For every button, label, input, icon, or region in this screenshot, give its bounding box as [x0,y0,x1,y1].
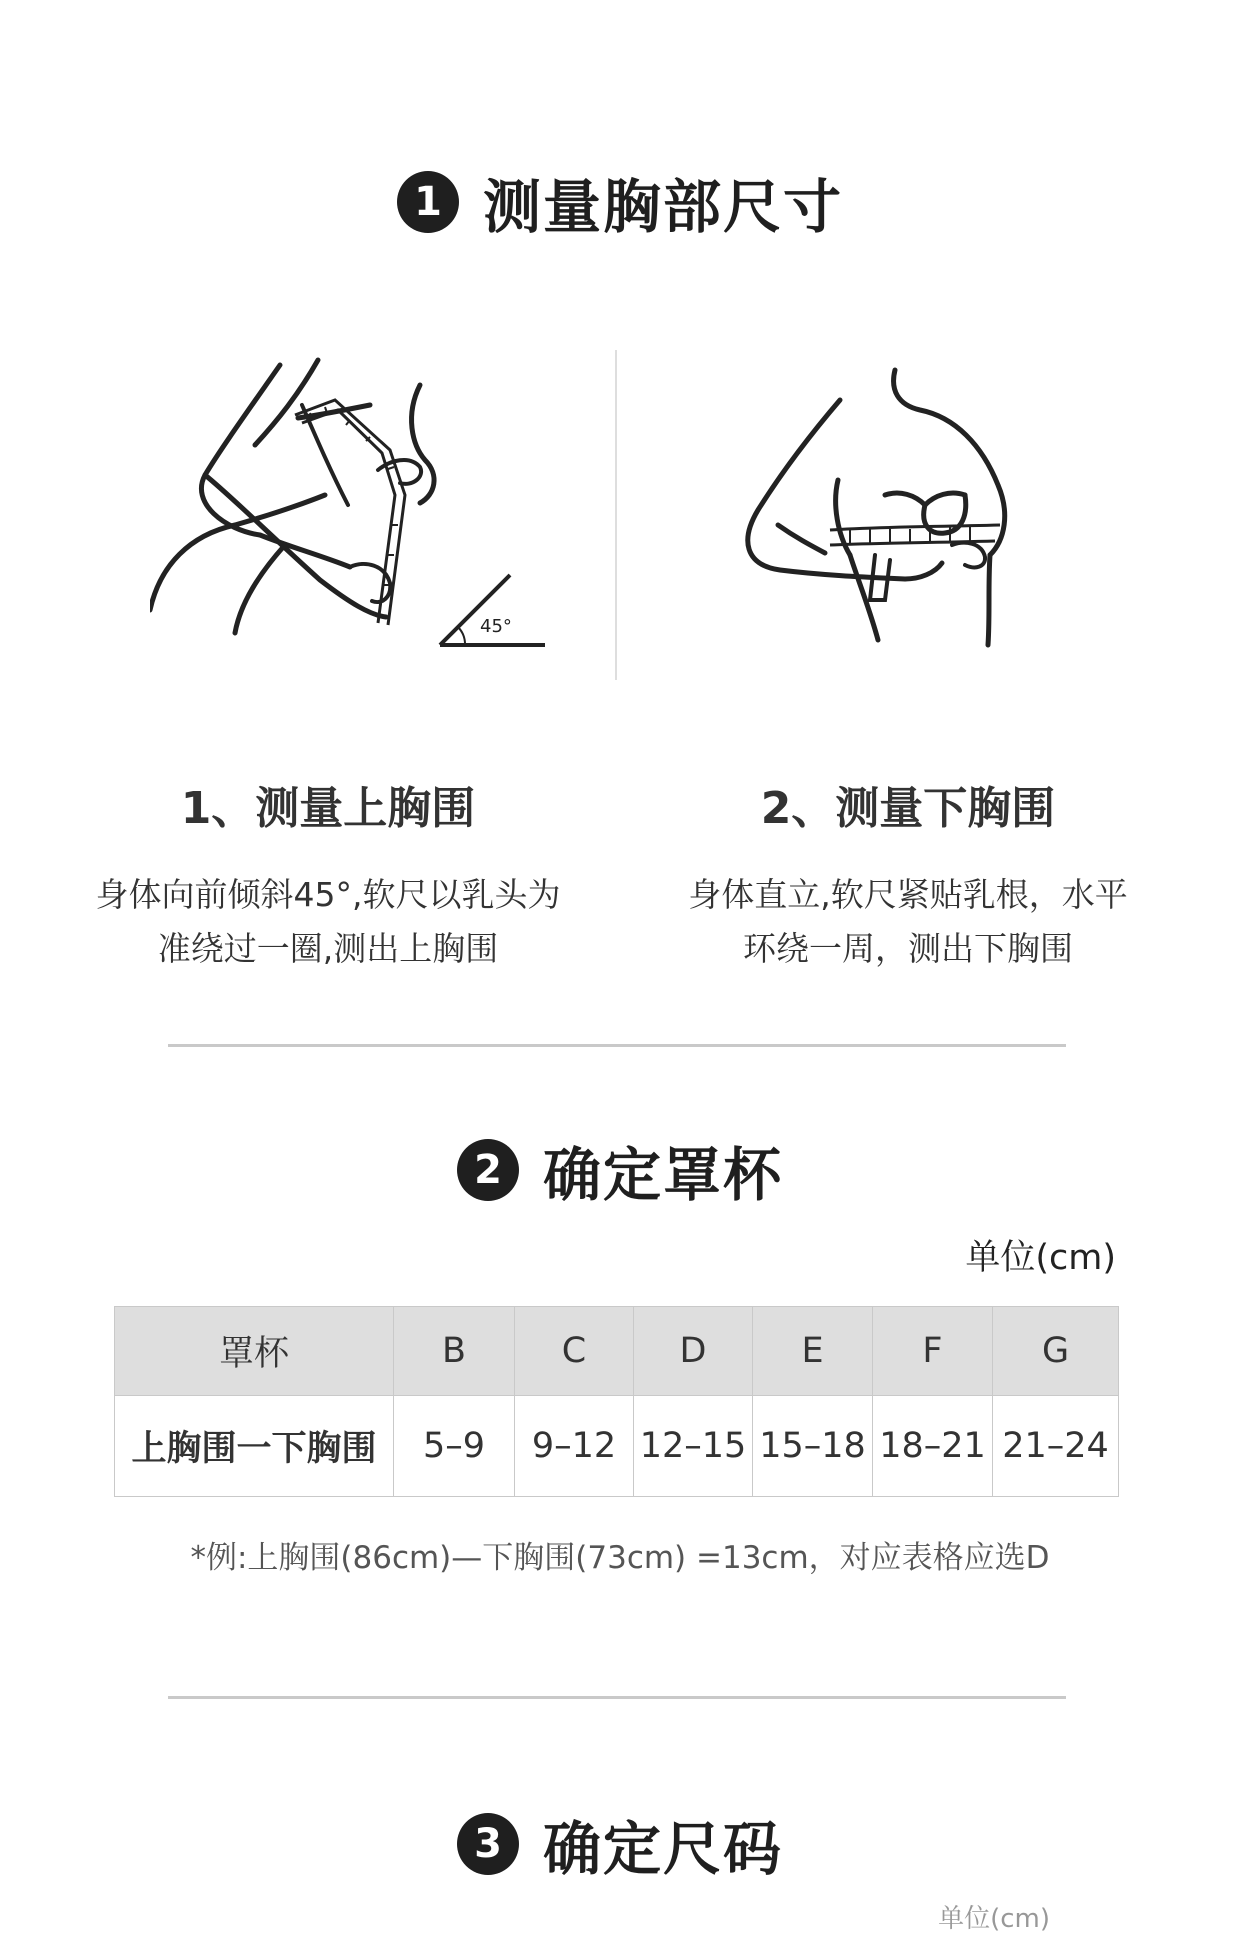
figure-divider [615,350,617,680]
step-1-description [48,868,608,976]
section-divider-2 [168,1696,1066,1699]
cup-size-table [114,1306,1119,1497]
angle-label: 45° [480,616,512,637]
section-title-text: 确定尺码 [542,1815,783,1883]
unit-label: 单位(cm) [965,1238,1116,1278]
section-title-text: 确定罩杯 [542,1141,783,1209]
section-3-title [0,1802,1240,1886]
step-number-badge: 1 [397,171,459,233]
table-header-label: 罩杯 [115,1307,394,1396]
range-cell: 15–18 [753,1396,873,1497]
range-cell: 18–21 [873,1396,993,1497]
section-1-title [0,160,1240,244]
range-cell: 5–9 [394,1396,515,1497]
step-2-desc-line-2: 环绕一周，测出下胸围 [743,929,1073,968]
cup-header: C [515,1307,634,1396]
step-1-desc-line-2: 准绕过一圈,测出上胸围 [157,929,499,968]
step-2-description [628,868,1188,976]
cut-off-unit-label: 单位(cm) [938,1904,1050,1934]
cup-header: G [993,1307,1119,1396]
cup-header: D [634,1307,753,1396]
range-cell: 9–12 [515,1396,634,1497]
section-title-text: 测量胸部尺寸 [482,173,843,241]
step-2-heading: 2、测量下胸围 [760,783,1056,834]
table-row [115,1396,1119,1497]
upper-bust-measure-illustration [150,355,570,655]
range-cell: 12–15 [634,1396,753,1497]
section-divider-1 [168,1044,1066,1047]
step-1-desc-line-1: 身体向前倾斜45°,软尺以乳头为 [95,875,561,914]
cup-header: B [394,1307,515,1396]
step-number-badge: 3 [457,1813,519,1875]
range-cell: 21–24 [993,1396,1119,1497]
table-header-row [115,1307,1119,1396]
step-1-heading: 1、测量上胸围 [180,783,476,834]
cup-header: E [753,1307,873,1396]
step-number-badge: 2 [457,1139,519,1201]
section-2-title [0,1128,1240,1212]
under-bust-measure-illustration [720,365,1060,665]
step-2-desc-line-1: 身体直立,软尺紧贴乳根，水平 [688,875,1128,914]
table-row-label: 上胸围一下胸围 [115,1396,394,1497]
example-note: *例:上胸围(86cm)—下胸围(73cm) =13cm，对应表格应选D [190,1540,1050,1576]
cup-header: F [873,1307,993,1396]
